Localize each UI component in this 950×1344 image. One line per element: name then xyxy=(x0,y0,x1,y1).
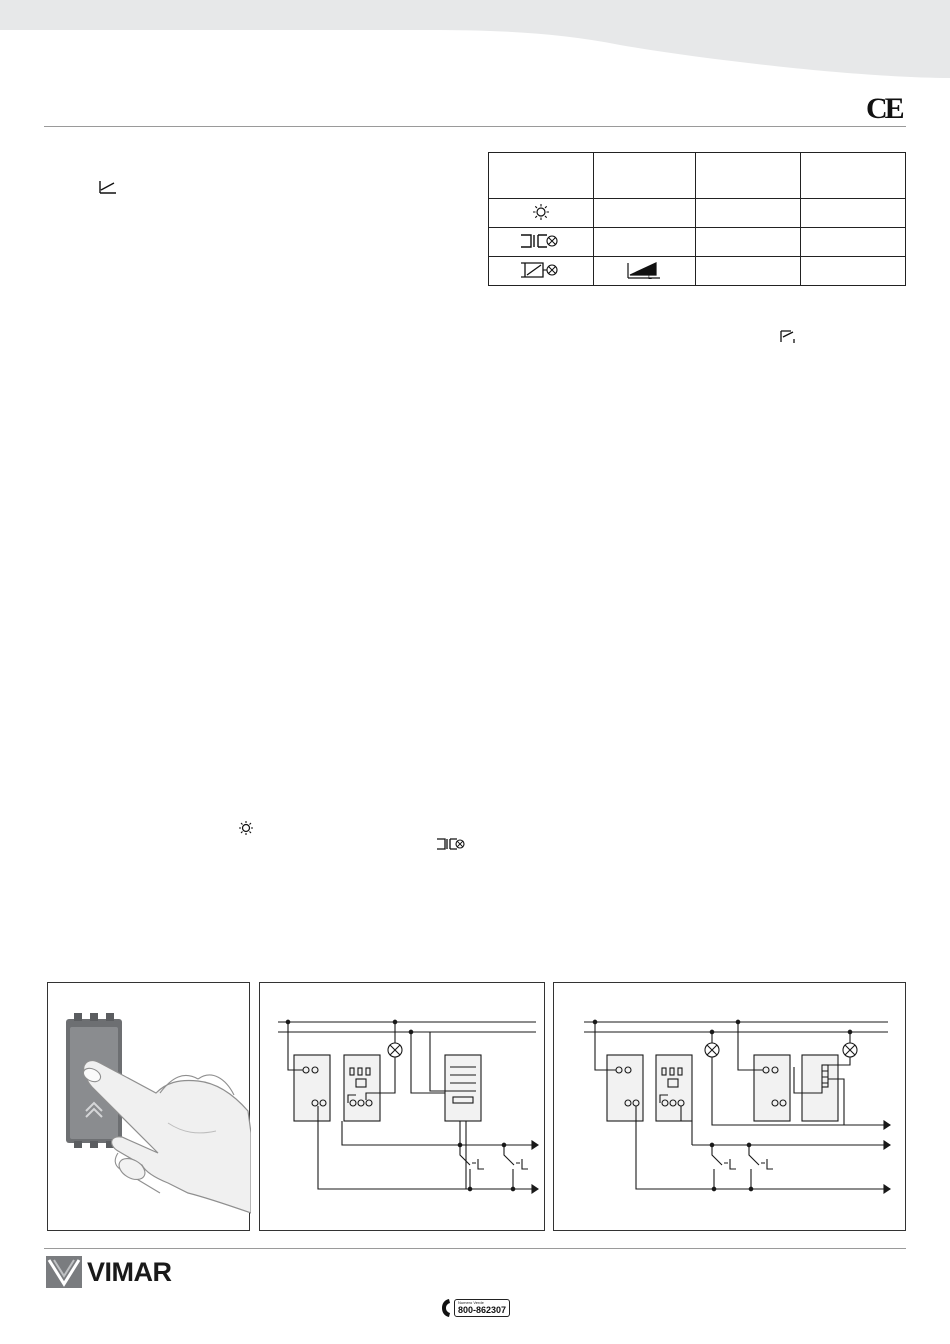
phone-caption: Numero Verde xyxy=(458,1300,484,1305)
toll-free-badge xyxy=(440,1298,510,1318)
table-cell xyxy=(489,257,594,286)
trailing-edge-icon xyxy=(779,329,801,344)
ramp-label: L xyxy=(647,273,652,280)
vimar-logo-mark xyxy=(46,1256,82,1288)
transformer-lamp-icon xyxy=(519,232,563,250)
table-cell xyxy=(489,228,594,257)
sun-bulb-icon xyxy=(532,203,550,221)
table-cell xyxy=(801,153,906,199)
wiring-diagram-1 xyxy=(260,983,546,1232)
table-cell xyxy=(696,153,801,199)
brand-name: VIMAR xyxy=(87,1256,172,1287)
header-wave xyxy=(0,0,950,90)
table-cell xyxy=(489,153,594,199)
ramp-symbol xyxy=(626,260,664,280)
table-cell xyxy=(594,257,696,286)
table-cell xyxy=(594,228,696,257)
table-cell xyxy=(696,257,801,286)
table-row xyxy=(489,257,906,286)
table-cell xyxy=(594,199,696,228)
ce-mark: CE xyxy=(866,92,902,125)
table-cell xyxy=(801,199,906,228)
footer-rule xyxy=(44,1248,906,1249)
wiring-diagram-panel-2 xyxy=(553,982,906,1231)
phone-icon xyxy=(440,1298,452,1318)
table-header-row xyxy=(489,153,906,199)
wiring-diagram-2 xyxy=(554,983,907,1232)
phone-box xyxy=(454,1299,510,1317)
sun-bulb-icon xyxy=(238,820,254,836)
vimar-logo xyxy=(46,1256,172,1288)
load-table xyxy=(488,152,906,286)
transformer-lamp-icon xyxy=(435,836,467,852)
phone-number: 800-862307 xyxy=(458,1305,507,1315)
table-cell xyxy=(594,153,696,199)
table-cell xyxy=(696,228,801,257)
electronic-transformer-lamp-icon xyxy=(519,260,563,280)
wiring-diagram-panel-1 xyxy=(259,982,545,1231)
table-cell xyxy=(801,257,906,286)
header-rule xyxy=(44,126,906,127)
table-row xyxy=(489,228,906,257)
table-cell xyxy=(489,199,594,228)
table-cell xyxy=(696,199,801,228)
trailing-edge-icon xyxy=(98,180,118,194)
table-row xyxy=(489,199,906,228)
table-cell xyxy=(801,228,906,257)
hand-press-illustration xyxy=(48,983,251,1232)
push-button-illustration-panel xyxy=(47,982,250,1231)
